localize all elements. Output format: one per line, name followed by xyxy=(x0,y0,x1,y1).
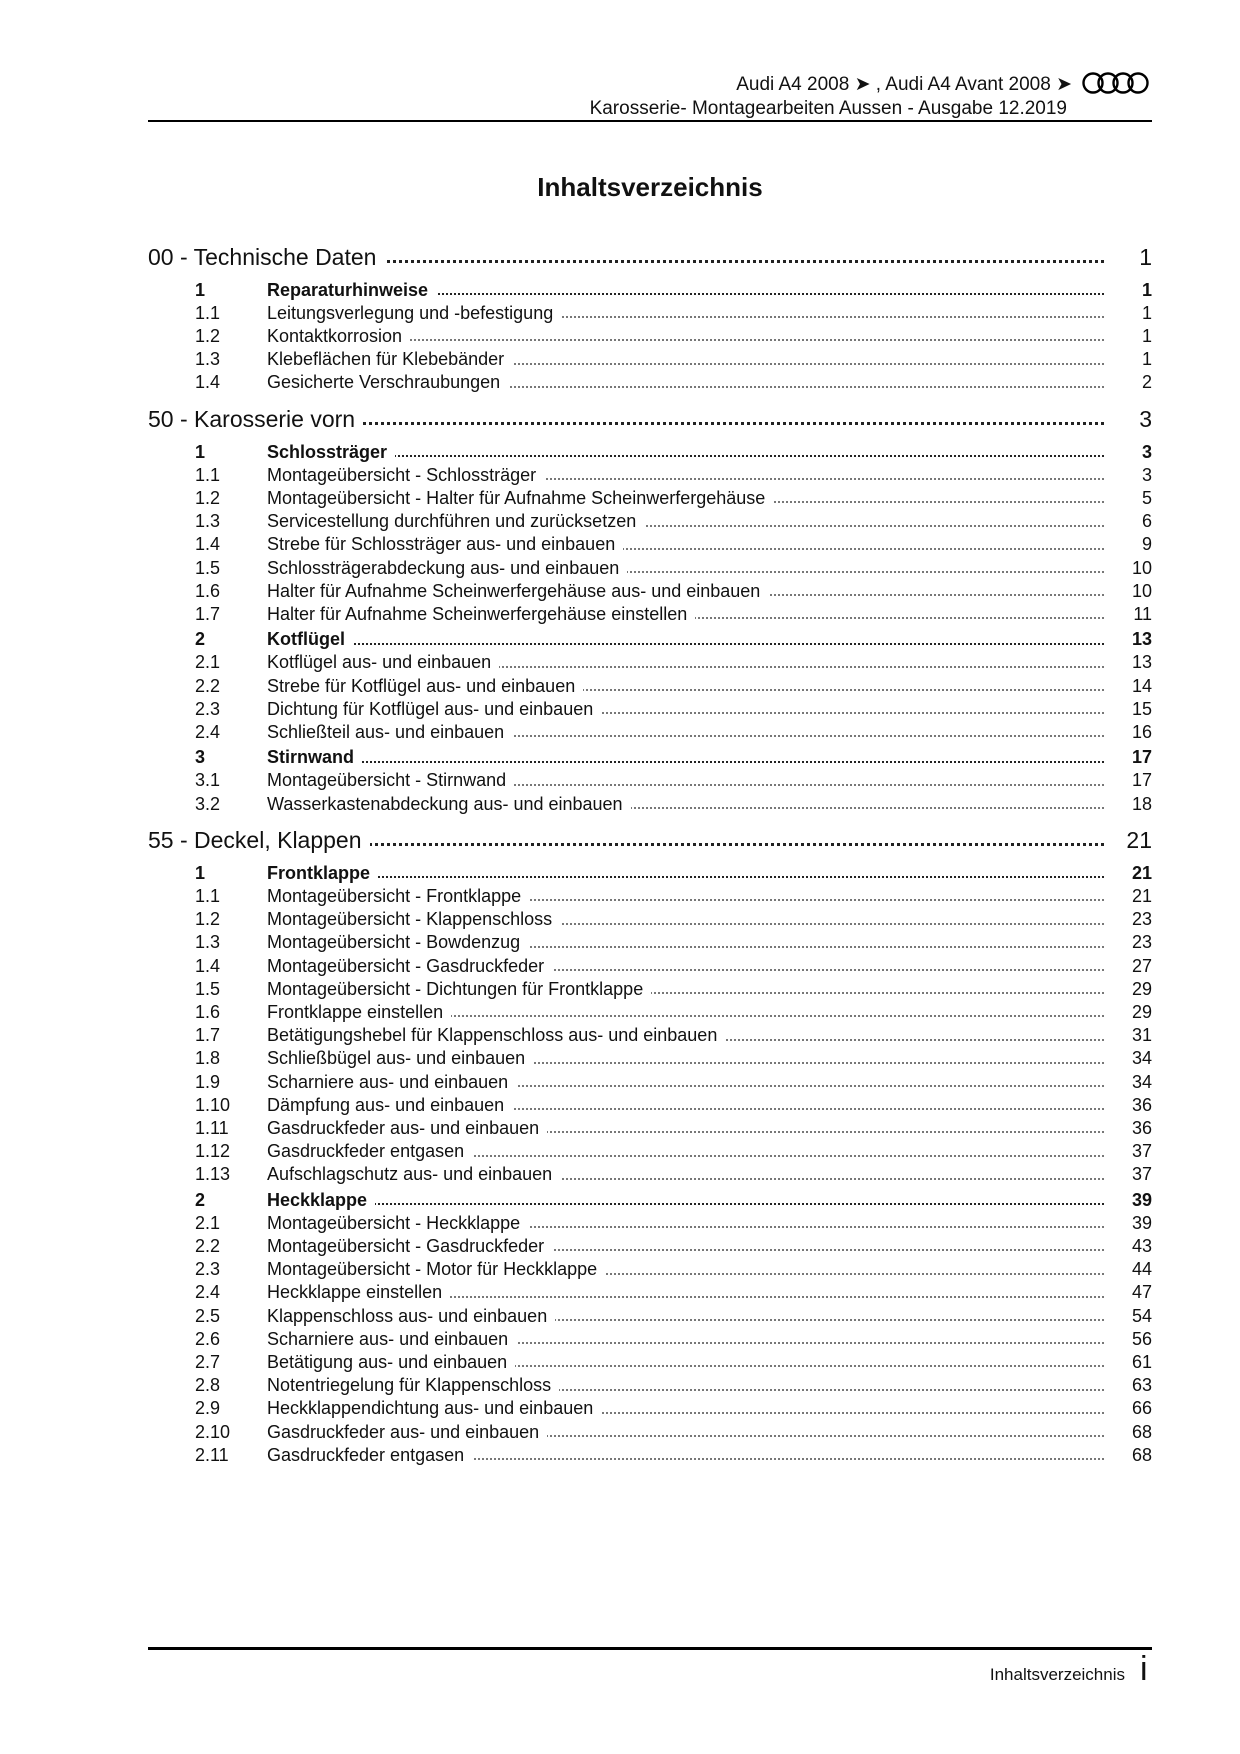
toc-entry[interactable] xyxy=(148,1419,1152,1445)
toc-entry[interactable] xyxy=(148,768,1152,794)
toc-page-number: 15 xyxy=(1112,699,1152,720)
toc-number: 1.11 xyxy=(195,1117,229,1138)
toc-page-number: 10 xyxy=(1112,581,1152,602)
toc-page-number: 3 xyxy=(1112,406,1152,433)
toc-entry[interactable] xyxy=(148,1069,1152,1095)
toc-page-number: 66 xyxy=(1112,1398,1152,1419)
toc-entry[interactable] xyxy=(148,883,1152,909)
toc-page-number: 13 xyxy=(1112,652,1152,673)
toc-title[interactable]: Gasdruckfeder aus- und einbauen xyxy=(267,1422,547,1443)
toc-page-number: 29 xyxy=(1112,979,1152,1000)
toc-entry[interactable] xyxy=(148,532,1152,558)
toc-entry[interactable] xyxy=(148,1442,1152,1468)
toc-title[interactable]: Notentriegelung für Klappenschloss xyxy=(267,1375,559,1396)
dot-leader xyxy=(267,876,1104,878)
toc-title[interactable]: Schlossträgerabdeckung aus- und einbauen xyxy=(267,558,627,579)
toc-number: 2.1 xyxy=(195,652,221,673)
toc-entry[interactable] xyxy=(148,1046,1152,1072)
dot-leader xyxy=(267,1203,1104,1205)
toc-page-number: 37 xyxy=(1112,1164,1152,1185)
toc-entry[interactable] xyxy=(148,555,1152,581)
toc-page-number: 1 xyxy=(1112,349,1152,370)
toc-entry[interactable] xyxy=(148,1139,1152,1165)
toc-page-number: 61 xyxy=(1112,1352,1152,1373)
toc-chapter[interactable] xyxy=(148,403,1152,435)
toc-page-number: 31 xyxy=(1112,1025,1152,1046)
toc-number: 1.6 xyxy=(195,580,221,601)
toc-number: 1 xyxy=(195,862,206,883)
toc-title[interactable]: 00 - Technische Daten xyxy=(148,244,384,271)
toc-page-number: 11 xyxy=(1112,604,1152,625)
toc-title[interactable]: Stirnwand xyxy=(267,747,362,768)
toc-entry[interactable] xyxy=(148,1349,1152,1375)
toc-page-number: 5 xyxy=(1112,488,1152,509)
toc-number: 2.3 xyxy=(195,1259,221,1280)
footer-label: Inhaltsverzeichnis xyxy=(989,1665,1125,1684)
header-rule xyxy=(148,120,1152,122)
toc-entry[interactable] xyxy=(148,1396,1152,1422)
toc-title[interactable]: Reparaturhinweise xyxy=(267,280,436,301)
toc-section[interactable] xyxy=(148,860,1152,886)
toc-page-number: 13 xyxy=(1112,629,1152,650)
toc-entry[interactable] xyxy=(148,1303,1152,1329)
toc-title[interactable]: Halter für Aufnahme Scheinwerfergehäuse einstellen xyxy=(267,604,695,625)
toc-title[interactable]: Montageübersicht - Gasdruckfeder xyxy=(267,1236,552,1257)
toc-number: 3.1 xyxy=(195,770,221,791)
toc-page-number: 43 xyxy=(1112,1236,1152,1257)
dot-leader xyxy=(267,643,1104,645)
toc-entry[interactable] xyxy=(148,462,1152,488)
toc-number: 1.4 xyxy=(195,534,221,555)
toc-title[interactable]: Heckklappe xyxy=(267,1190,375,1211)
toc-entry[interactable] xyxy=(148,323,1152,349)
toc-number: 2.2 xyxy=(195,675,221,696)
footer-rule xyxy=(148,1647,1152,1650)
toc-title[interactable]: Montageübersicht - Stirnwand xyxy=(267,770,514,791)
toc-title[interactable]: Dichtung für Kotflügel aus- und einbauen xyxy=(267,699,601,720)
toc-number: 2.2 xyxy=(195,1235,221,1256)
toc-number: 1.10 xyxy=(195,1094,231,1115)
toc-title[interactable]: Gasdruckfeder entgasen xyxy=(267,1445,472,1466)
toc-number: 1.1 xyxy=(195,464,221,485)
toc-page-number: 34 xyxy=(1112,1048,1152,1069)
dot-leader xyxy=(267,761,1104,763)
toc-entry[interactable] xyxy=(148,719,1152,745)
footer-page-number: i xyxy=(1140,1650,1148,1688)
page-title: Inhaltsverzeichnis xyxy=(537,172,763,202)
toc-title[interactable]: Gasdruckfeder aus- und einbauen xyxy=(267,1118,547,1139)
header-model-line: Audi A4 2008 ➤ , Audi A4 Avant 2008 ➤ xyxy=(736,74,1072,95)
toc-title[interactable]: Kotflügel xyxy=(267,629,353,650)
toc-title[interactable]: Kotflügel aus- und einbauen xyxy=(267,652,499,673)
toc-section[interactable] xyxy=(148,745,1152,771)
toc-title[interactable]: Leitungsverlegung und -befestigung xyxy=(267,303,561,324)
toc-title[interactable]: Schließbügel aus- und einbauen xyxy=(267,1048,533,1069)
toc-title[interactable]: Montageübersicht - Frontklappe xyxy=(267,886,529,907)
toc-chapter[interactable] xyxy=(148,824,1152,856)
toc-number: 3 xyxy=(195,747,206,768)
toc-entry[interactable] xyxy=(148,300,1152,326)
toc-title[interactable]: Scharniere aus- und einbauen xyxy=(267,1329,516,1350)
toc-entry[interactable] xyxy=(148,1257,1152,1283)
toc-page-number: 37 xyxy=(1112,1141,1152,1162)
toc-number: 2.1 xyxy=(195,1212,221,1233)
toc-entry[interactable] xyxy=(148,1326,1152,1352)
toc-entry[interactable] xyxy=(148,485,1152,511)
toc-number: 1.9 xyxy=(195,1071,221,1092)
toc-number: 1.3 xyxy=(195,349,221,370)
toc-page-number: 39 xyxy=(1112,1190,1152,1211)
toc-entry[interactable] xyxy=(148,1023,1152,1049)
toc-entry[interactable] xyxy=(148,601,1152,627)
toc-number: 1.4 xyxy=(195,955,221,976)
toc-number: 1.13 xyxy=(195,1164,231,1185)
toc-page-number: 56 xyxy=(1112,1329,1152,1350)
toc-title[interactable]: Klappenschloss aus- und einbauen xyxy=(267,1306,555,1327)
toc-entry[interactable] xyxy=(148,1092,1152,1118)
toc-page-number: 27 xyxy=(1112,956,1152,977)
toc-page-number: 1 xyxy=(1112,244,1152,271)
toc-title[interactable]: Montageübersicht - Bowdenzug xyxy=(267,932,528,953)
toc-page-number: 21 xyxy=(1112,886,1152,907)
toc-number: 1.7 xyxy=(195,603,221,624)
toc-entry[interactable] xyxy=(148,1233,1152,1259)
toc-section[interactable] xyxy=(148,627,1152,653)
toc-entry[interactable] xyxy=(148,907,1152,933)
toc-page-number: 17 xyxy=(1112,747,1152,768)
toc-title[interactable]: Gesicherte Verschraubungen xyxy=(267,372,508,393)
toc-title[interactable]: Heckklappendichtung aus- und einbauen xyxy=(267,1398,601,1419)
toc-number: 1.8 xyxy=(195,1048,221,1069)
toc-title[interactable]: Strebe für Schlossträger aus- und einbauen xyxy=(267,534,623,555)
toc-title[interactable]: Montageübersicht - Halter für Aufnahme Scheinwerfergehäuse xyxy=(267,488,773,509)
toc-page-number: 54 xyxy=(1112,1306,1152,1327)
toc-number: 2.6 xyxy=(195,1328,221,1349)
toc-title[interactable]: Heckklappe einstellen xyxy=(267,1282,450,1303)
toc-number: 2.4 xyxy=(195,1282,221,1303)
toc-entry[interactable] xyxy=(148,578,1152,604)
toc-page-number: 9 xyxy=(1112,534,1152,555)
toc-page-number: 14 xyxy=(1112,676,1152,697)
toc-title[interactable]: Kontaktkorrosion xyxy=(267,326,410,347)
toc-entry[interactable] xyxy=(148,1162,1152,1188)
toc-section[interactable] xyxy=(148,1187,1152,1213)
toc-number: 2.8 xyxy=(195,1375,221,1396)
toc-entry[interactable] xyxy=(148,1210,1152,1236)
toc-number: 1.3 xyxy=(195,511,221,532)
toc-number: 1.1 xyxy=(195,302,221,323)
toc-title[interactable]: Schließteil aus- und einbauen xyxy=(267,722,512,743)
toc-page-number: 34 xyxy=(1112,1072,1152,1093)
toc-entry[interactable] xyxy=(148,509,1152,535)
toc-title[interactable]: Scharniere aus- und einbauen xyxy=(267,1072,516,1093)
toc-section[interactable] xyxy=(148,439,1152,465)
toc-number: 2.10 xyxy=(195,1421,231,1442)
toc-page-number: 17 xyxy=(1112,770,1152,791)
toc-entry[interactable] xyxy=(148,347,1152,373)
toc-page-number: 23 xyxy=(1112,932,1152,953)
toc-entry[interactable] xyxy=(148,1115,1152,1141)
toc-page-number: 68 xyxy=(1112,1422,1152,1443)
toc-title[interactable]: Aufschlagschutz aus- und einbauen xyxy=(267,1164,560,1185)
toc-page-number: 3 xyxy=(1112,465,1152,486)
toc-title[interactable]: Montageübersicht - Motor für Heckklappe xyxy=(267,1259,605,1280)
toc-title[interactable]: Strebe für Kotflügel aus- und einbauen xyxy=(267,676,583,697)
toc-page-number: 10 xyxy=(1112,558,1152,579)
toc-number: 2.4 xyxy=(195,721,221,742)
toc-entry[interactable] xyxy=(148,999,1152,1025)
toc-title[interactable]: Gasdruckfeder entgasen xyxy=(267,1141,472,1162)
toc-number: 2.5 xyxy=(195,1305,221,1326)
toc-entry[interactable] xyxy=(148,696,1152,722)
toc-entry[interactable] xyxy=(148,673,1152,699)
toc-page-number: 2 xyxy=(1112,372,1152,393)
toc-number: 1.5 xyxy=(195,557,221,578)
toc-page-number: 44 xyxy=(1112,1259,1152,1280)
audi-rings-icon xyxy=(1082,72,1152,94)
toc-title[interactable]: Montageübersicht - Gasdruckfeder xyxy=(267,956,552,977)
toc-page-number: 68 xyxy=(1112,1445,1152,1466)
toc-number: 2.9 xyxy=(195,1398,221,1419)
toc-number: 1.2 xyxy=(195,909,221,930)
toc-chapter[interactable] xyxy=(148,241,1152,273)
toc-title[interactable]: 55 - Deckel, Klappen xyxy=(148,827,370,854)
toc-page-number: 29 xyxy=(1112,1002,1152,1023)
toc-title[interactable]: Klebeflächen für Klebebänder xyxy=(267,349,512,370)
toc-page-number: 21 xyxy=(1112,863,1152,884)
toc-page-number: 47 xyxy=(1112,1282,1152,1303)
toc-number: 1 xyxy=(195,441,206,462)
toc-number: 2.7 xyxy=(195,1351,221,1372)
toc-number: 1.6 xyxy=(195,1001,221,1022)
toc-title[interactable]: Montageübersicht - Schlossträger xyxy=(267,465,544,486)
toc-page-number: 63 xyxy=(1112,1375,1152,1396)
toc-page-number: 1 xyxy=(1112,303,1152,324)
toc-page-number: 3 xyxy=(1112,442,1152,463)
toc-number: 1.4 xyxy=(195,372,221,393)
toc-entry[interactable] xyxy=(148,1373,1152,1399)
toc-page-number: 18 xyxy=(1112,794,1152,815)
toc-entry[interactable] xyxy=(148,953,1152,979)
toc-entry[interactable] xyxy=(148,370,1152,396)
toc-entry[interactable] xyxy=(148,930,1152,956)
toc-number: 1.5 xyxy=(195,978,221,999)
toc-number: 2 xyxy=(195,1189,206,1210)
toc-number: 1.2 xyxy=(195,325,221,346)
toc-page-number: 1 xyxy=(1112,280,1152,301)
toc-title[interactable]: Frontklappe einstellen xyxy=(267,1002,451,1023)
toc-entry[interactable] xyxy=(148,791,1152,817)
toc-page-number: 6 xyxy=(1112,511,1152,532)
toc-page-number: 21 xyxy=(1112,827,1152,854)
toc-number: 3.2 xyxy=(195,793,221,814)
toc-page-number: 23 xyxy=(1112,909,1152,930)
toc-number: 1.12 xyxy=(195,1141,231,1162)
toc-section[interactable] xyxy=(148,277,1152,303)
toc-entry[interactable] xyxy=(148,1280,1152,1306)
toc-title[interactable]: Halter für Aufnahme Scheinwerfergehäuse aus- und einbauen xyxy=(267,581,768,602)
toc-page-number: 1 xyxy=(1112,326,1152,347)
header-manual-line: Karosserie- Montagearbeiten Aussen - Ausgabe 12.2019 xyxy=(589,98,1067,119)
toc-title[interactable]: Betätigungshebel für Klappenschloss aus- und einbauen xyxy=(267,1025,725,1046)
toc-title[interactable]: Wasserkastenabdeckung aus- und einbauen xyxy=(267,794,631,815)
toc-number: 1.2 xyxy=(195,487,221,508)
toc-page-number: 36 xyxy=(1112,1118,1152,1139)
toc-title[interactable]: 50 - Karosserie vorn xyxy=(148,406,363,433)
toc-title[interactable]: Frontklappe xyxy=(267,863,378,884)
toc-number: 2 xyxy=(195,629,206,650)
toc-number: 2.3 xyxy=(195,698,221,719)
toc-title[interactable]: Betätigung aus- und einbauen xyxy=(267,1352,515,1373)
toc-number: 1 xyxy=(195,279,206,300)
toc-number: 1.7 xyxy=(195,1025,221,1046)
toc-entry[interactable] xyxy=(148,976,1152,1002)
toc-title[interactable]: Montageübersicht - Klappenschloss xyxy=(267,909,560,930)
toc-page-number: 36 xyxy=(1112,1095,1152,1116)
toc-title[interactable]: Montageübersicht - Heckklappe xyxy=(267,1213,528,1234)
toc-title[interactable]: Montageübersicht - Dichtungen für Frontklappe xyxy=(267,979,651,1000)
toc-title[interactable]: Servicestellung durchführen und zurücksetzen xyxy=(267,511,644,532)
toc-title[interactable]: Schlossträger xyxy=(267,442,395,463)
toc-number: 1.3 xyxy=(195,932,221,953)
toc-page-number: 16 xyxy=(1112,722,1152,743)
toc-title[interactable]: Dämpfung aus- und einbauen xyxy=(267,1095,512,1116)
toc-entry[interactable] xyxy=(148,650,1152,676)
toc-number: 1.1 xyxy=(195,885,221,906)
toc-page-number: 39 xyxy=(1112,1213,1152,1234)
toc-number: 2.11 xyxy=(195,1444,229,1465)
